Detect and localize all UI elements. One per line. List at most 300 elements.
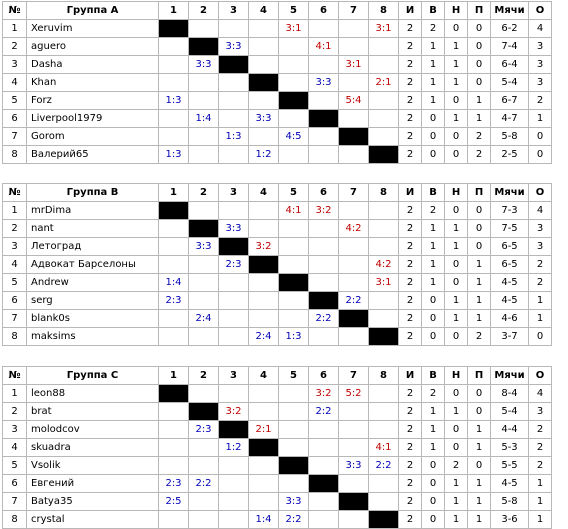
table-row — [3, 475, 552, 493]
table-row — [3, 92, 552, 110]
stat-cell: 3 — [529, 220, 552, 238]
stat-cell: 2 — [399, 20, 422, 38]
match-score-cell — [309, 256, 339, 274]
stat-cell: 0 — [445, 439, 468, 457]
match-score-cell — [309, 238, 339, 256]
match-score-cell — [219, 274, 249, 292]
stat-cell: 0 — [468, 238, 491, 256]
row-number: 6 — [3, 110, 27, 128]
match-score-cell — [369, 56, 399, 74]
match-score-cell — [309, 274, 339, 292]
stat-cell: 0 — [422, 146, 445, 164]
match-score-cell: 2:2 — [369, 457, 399, 475]
stat-cell: 2 — [399, 92, 422, 110]
stat-cell: 0 — [422, 493, 445, 511]
match-score-cell: 4:2 — [339, 220, 369, 238]
player-name: Gorom — [27, 128, 159, 146]
stat-cell: 5-8 — [491, 493, 529, 511]
stat-cell: 1 — [529, 292, 552, 310]
match-score-cell — [189, 74, 219, 92]
match-score-cell — [249, 475, 279, 493]
stat-cell: 2 — [529, 274, 552, 292]
match-score-cell — [249, 457, 279, 475]
col-header-stat: И — [399, 367, 422, 385]
match-score-cell — [159, 421, 189, 439]
table-row — [3, 328, 552, 346]
col-header-stat: Н — [445, 367, 468, 385]
match-score-cell — [309, 128, 339, 146]
match-score-cell: 3:3 — [219, 38, 249, 56]
col-header-stat: Н — [445, 2, 468, 20]
stat-cell: 5-8 — [491, 128, 529, 146]
stat-cell: 5-4 — [491, 403, 529, 421]
self-match-cell — [159, 385, 189, 403]
stat-cell: 0 — [422, 128, 445, 146]
match-score-cell — [249, 493, 279, 511]
col-header-num: № — [3, 367, 27, 385]
match-score-cell — [159, 310, 189, 328]
self-match-cell — [249, 74, 279, 92]
col-header-opponent: 8 — [369, 2, 399, 20]
col-header-stat: В — [422, 2, 445, 20]
stat-cell: 1 — [445, 493, 468, 511]
col-header-stat: И — [399, 2, 422, 20]
match-score-cell — [159, 128, 189, 146]
stat-cell: 3 — [529, 56, 552, 74]
stat-cell: 0 — [422, 310, 445, 328]
match-score-cell — [249, 274, 279, 292]
player-name: Летоград — [27, 238, 159, 256]
match-score-cell — [219, 110, 249, 128]
match-score-cell — [159, 256, 189, 274]
match-score-cell: 2:2 — [189, 475, 219, 493]
stat-cell: 2 — [399, 403, 422, 421]
match-score-cell — [339, 511, 369, 529]
match-score-cell: 2:4 — [189, 310, 219, 328]
table-row — [3, 256, 552, 274]
match-score-cell — [189, 439, 219, 457]
stat-cell: 4 — [529, 385, 552, 403]
stat-cell: 2 — [399, 202, 422, 220]
stat-cell: 2 — [399, 74, 422, 92]
match-score-cell: 2:3 — [159, 292, 189, 310]
stat-cell: 1 — [422, 38, 445, 56]
stat-cell: 1 — [468, 292, 491, 310]
stat-cell: 2 — [529, 439, 552, 457]
match-score-cell — [159, 457, 189, 475]
match-score-cell: 4:1 — [309, 38, 339, 56]
match-score-cell — [309, 146, 339, 164]
col-header-stat: П — [468, 367, 491, 385]
player-name: mrDima — [27, 202, 159, 220]
col-header-num: № — [3, 2, 27, 20]
match-score-cell — [309, 328, 339, 346]
row-number: 6 — [3, 475, 27, 493]
stat-cell: 4-4 — [491, 421, 529, 439]
player-name: Forz — [27, 92, 159, 110]
stat-cell: 1 — [422, 274, 445, 292]
stat-cell: 7-4 — [491, 38, 529, 56]
match-score-cell — [279, 292, 309, 310]
group-title: Группа A — [27, 2, 159, 20]
stat-cell: 2-5 — [491, 146, 529, 164]
row-number: 7 — [3, 128, 27, 146]
stat-cell: 2 — [399, 56, 422, 74]
stat-cell: 1 — [529, 475, 552, 493]
row-number: 7 — [3, 493, 27, 511]
row-number: 1 — [3, 20, 27, 38]
stat-cell: 1 — [445, 292, 468, 310]
row-number: 2 — [3, 220, 27, 238]
stat-cell: 2 — [399, 475, 422, 493]
stat-cell: 0 — [445, 274, 468, 292]
match-score-cell — [339, 475, 369, 493]
self-match-cell — [279, 274, 309, 292]
stat-cell: 0 — [422, 110, 445, 128]
table-row — [3, 274, 552, 292]
col-header-opponent: 7 — [339, 367, 369, 385]
match-score-cell: 3:1 — [369, 274, 399, 292]
stat-cell: 5-3 — [491, 439, 529, 457]
stat-cell: 2 — [529, 421, 552, 439]
match-score-cell — [339, 202, 369, 220]
stat-cell: 1 — [468, 421, 491, 439]
stat-cell: 1 — [422, 56, 445, 74]
match-score-cell: 3:2 — [309, 385, 339, 403]
stat-cell: 3-7 — [491, 328, 529, 346]
stat-cell: 7-3 — [491, 202, 529, 220]
match-score-cell — [219, 92, 249, 110]
stat-cell: 6-2 — [491, 20, 529, 38]
match-score-cell: 3:3 — [309, 74, 339, 92]
stat-cell: 6-5 — [491, 256, 529, 274]
row-number: 3 — [3, 421, 27, 439]
match-score-cell — [279, 238, 309, 256]
match-score-cell — [189, 493, 219, 511]
stat-cell: 0 — [445, 256, 468, 274]
match-score-cell — [159, 110, 189, 128]
match-score-cell — [339, 403, 369, 421]
match-score-cell — [279, 38, 309, 56]
match-score-cell — [249, 128, 279, 146]
match-score-cell: 1:3 — [279, 328, 309, 346]
stat-cell: 1 — [422, 256, 445, 274]
match-score-cell — [369, 220, 399, 238]
col-header-stat: Мячи — [491, 367, 529, 385]
stat-cell: 2 — [399, 457, 422, 475]
stat-cell: 1 — [468, 493, 491, 511]
match-score-cell: 2:3 — [219, 256, 249, 274]
match-score-cell — [339, 110, 369, 128]
col-header-opponent: 5 — [279, 184, 309, 202]
stat-cell: 2 — [422, 385, 445, 403]
match-score-cell — [159, 328, 189, 346]
match-score-cell — [339, 439, 369, 457]
match-score-cell — [339, 256, 369, 274]
table-row — [3, 38, 552, 56]
match-score-cell — [309, 56, 339, 74]
stat-cell: 0 — [468, 20, 491, 38]
col-header-opponent: 6 — [309, 367, 339, 385]
match-score-cell — [279, 439, 309, 457]
player-name: aguero — [27, 38, 159, 56]
match-score-cell — [309, 511, 339, 529]
table-row — [3, 20, 552, 38]
match-score-cell: 2:1 — [249, 421, 279, 439]
col-header-stat: П — [468, 184, 491, 202]
match-score-cell — [339, 38, 369, 56]
self-match-cell — [279, 457, 309, 475]
player-name: molodcov — [27, 421, 159, 439]
match-score-cell: 3:3 — [339, 457, 369, 475]
header-row — [3, 184, 552, 202]
match-score-cell — [249, 310, 279, 328]
match-score-cell — [219, 146, 249, 164]
match-score-cell — [279, 110, 309, 128]
row-number: 4 — [3, 439, 27, 457]
match-score-cell: 4:5 — [279, 128, 309, 146]
match-score-cell: 2:2 — [309, 403, 339, 421]
stat-cell: 1 — [422, 439, 445, 457]
col-header-opponent: 5 — [279, 2, 309, 20]
match-score-cell — [369, 493, 399, 511]
player-name: Адвокат Барселоны — [27, 256, 159, 274]
col-header-num: № — [3, 184, 27, 202]
stat-cell: 6-4 — [491, 56, 529, 74]
col-header-opponent: 8 — [369, 367, 399, 385]
match-score-cell — [219, 475, 249, 493]
match-score-cell: 3:3 — [219, 220, 249, 238]
stat-cell: 2 — [399, 385, 422, 403]
stat-cell: 2 — [399, 128, 422, 146]
match-score-cell — [339, 238, 369, 256]
match-score-cell — [339, 328, 369, 346]
match-score-cell — [279, 421, 309, 439]
stat-cell: 0 — [445, 128, 468, 146]
match-score-cell — [339, 274, 369, 292]
col-header-opponent: 1 — [159, 2, 189, 20]
match-score-cell — [279, 475, 309, 493]
stat-cell: 0 — [529, 328, 552, 346]
row-number: 8 — [3, 328, 27, 346]
stat-cell: 5-5 — [491, 457, 529, 475]
match-score-cell — [279, 256, 309, 274]
table-row — [3, 56, 552, 74]
stat-cell: 3 — [529, 403, 552, 421]
match-score-cell — [189, 20, 219, 38]
self-match-cell — [369, 146, 399, 164]
header-row — [3, 2, 552, 20]
stat-cell: 4-5 — [491, 292, 529, 310]
match-score-cell — [339, 74, 369, 92]
self-match-cell — [309, 110, 339, 128]
stat-cell: 2 — [445, 457, 468, 475]
match-score-cell — [189, 292, 219, 310]
stat-cell: 1 — [445, 220, 468, 238]
stat-cell: 5-4 — [491, 74, 529, 92]
match-score-cell — [279, 385, 309, 403]
match-score-cell — [369, 238, 399, 256]
row-number: 2 — [3, 403, 27, 421]
col-header-opponent: 4 — [249, 367, 279, 385]
match-score-cell — [369, 110, 399, 128]
col-header-stat: Мячи — [491, 2, 529, 20]
match-score-cell — [249, 20, 279, 38]
player-name: maksims — [27, 328, 159, 346]
match-score-cell: 1:2 — [249, 146, 279, 164]
stat-cell: 1 — [445, 110, 468, 128]
table-row — [3, 110, 552, 128]
row-number: 5 — [3, 274, 27, 292]
self-match-cell — [369, 328, 399, 346]
col-header-opponent: 1 — [159, 367, 189, 385]
self-match-cell — [249, 439, 279, 457]
header-row — [3, 367, 552, 385]
row-number: 4 — [3, 74, 27, 92]
col-header-stat: П — [468, 2, 491, 20]
col-header-opponent: 7 — [339, 2, 369, 20]
group-title: Группа C — [27, 367, 159, 385]
stat-cell: 1 — [422, 403, 445, 421]
row-number: 6 — [3, 292, 27, 310]
match-score-cell — [219, 493, 249, 511]
stat-cell: 1 — [445, 511, 468, 529]
stat-cell: 0 — [445, 20, 468, 38]
col-header-opponent: 3 — [219, 2, 249, 20]
stat-cell: 0 — [468, 457, 491, 475]
match-score-cell — [159, 439, 189, 457]
stat-cell: 2 — [399, 421, 422, 439]
player-name: Xeruvim — [27, 20, 159, 38]
self-match-cell — [159, 20, 189, 38]
match-score-cell — [189, 202, 219, 220]
stat-cell: 3 — [529, 74, 552, 92]
stat-cell: 1 — [445, 238, 468, 256]
player-name: Khan — [27, 74, 159, 92]
stat-cell: 0 — [422, 511, 445, 529]
match-score-cell: 2:5 — [159, 493, 189, 511]
stat-cell: 2 — [399, 110, 422, 128]
stat-cell: 2 — [399, 256, 422, 274]
col-header-opponent: 8 — [369, 184, 399, 202]
col-header-stat: О — [529, 2, 552, 20]
stat-cell: 0 — [468, 38, 491, 56]
match-score-cell — [309, 457, 339, 475]
match-score-cell — [249, 385, 279, 403]
col-header-opponent: 2 — [189, 184, 219, 202]
player-name: Liverpool1979 — [27, 110, 159, 128]
stat-cell: 2 — [529, 92, 552, 110]
stat-cell: 1 — [529, 110, 552, 128]
stat-cell: 1 — [529, 310, 552, 328]
stat-cell: 1 — [422, 220, 445, 238]
stat-cell: 0 — [468, 220, 491, 238]
stat-cell: 2 — [468, 146, 491, 164]
match-score-cell: 2:2 — [309, 310, 339, 328]
match-score-cell — [219, 511, 249, 529]
stat-cell: 8-4 — [491, 385, 529, 403]
player-name: Batya35 — [27, 493, 159, 511]
stat-cell: 0 — [468, 385, 491, 403]
stat-cell: 2 — [399, 292, 422, 310]
match-score-cell: 3:1 — [279, 20, 309, 38]
table-row — [3, 292, 552, 310]
stat-cell: 4-5 — [491, 475, 529, 493]
stat-cell: 0 — [445, 328, 468, 346]
match-score-cell — [339, 146, 369, 164]
match-score-cell — [159, 511, 189, 529]
match-score-cell — [369, 202, 399, 220]
match-score-cell — [159, 238, 189, 256]
stat-cell: 4-5 — [491, 274, 529, 292]
stat-cell: 1 — [445, 475, 468, 493]
stat-cell: 1 — [468, 274, 491, 292]
match-score-cell — [159, 220, 189, 238]
match-score-cell — [159, 403, 189, 421]
self-match-cell — [219, 56, 249, 74]
stat-cell: 2 — [529, 256, 552, 274]
self-match-cell — [339, 493, 369, 511]
table-row — [3, 128, 552, 146]
stat-cell: 4 — [529, 202, 552, 220]
match-score-cell — [279, 56, 309, 74]
self-match-cell — [279, 92, 309, 110]
player-name: Vsolik — [27, 457, 159, 475]
row-number: 3 — [3, 238, 27, 256]
table-row — [3, 493, 552, 511]
col-header-opponent: 5 — [279, 367, 309, 385]
row-number: 1 — [3, 385, 27, 403]
match-score-cell — [369, 92, 399, 110]
match-score-cell — [249, 403, 279, 421]
match-score-cell: 5:2 — [339, 385, 369, 403]
stat-cell: 1 — [445, 38, 468, 56]
stat-cell: 2 — [399, 328, 422, 346]
match-score-cell — [279, 220, 309, 238]
stat-cell: 0 — [529, 128, 552, 146]
stat-cell: 2 — [399, 274, 422, 292]
stat-cell: 1 — [445, 403, 468, 421]
stat-cell: 0 — [445, 146, 468, 164]
stat-cell: 3-6 — [491, 511, 529, 529]
stat-cell: 1 — [445, 310, 468, 328]
match-score-cell — [189, 385, 219, 403]
match-score-cell — [189, 274, 219, 292]
stat-cell: 0 — [468, 74, 491, 92]
match-score-cell — [369, 475, 399, 493]
match-score-cell: 4:1 — [279, 202, 309, 220]
col-header-opponent: 6 — [309, 184, 339, 202]
table-row — [3, 220, 552, 238]
table-row — [3, 403, 552, 421]
match-score-cell — [369, 128, 399, 146]
stat-cell: 2 — [468, 128, 491, 146]
player-name: Dasha — [27, 56, 159, 74]
stat-cell: 2 — [399, 439, 422, 457]
match-score-cell: 3:3 — [249, 110, 279, 128]
stat-cell: 1 — [422, 238, 445, 256]
match-score-cell — [189, 92, 219, 110]
stat-cell: 2 — [399, 493, 422, 511]
col-header-stat: Мячи — [491, 184, 529, 202]
match-score-cell: 3:2 — [309, 202, 339, 220]
match-score-cell — [369, 403, 399, 421]
match-score-cell — [369, 310, 399, 328]
col-header-stat: Н — [445, 184, 468, 202]
table-row — [3, 439, 552, 457]
self-match-cell — [189, 220, 219, 238]
stat-cell: 7-5 — [491, 220, 529, 238]
